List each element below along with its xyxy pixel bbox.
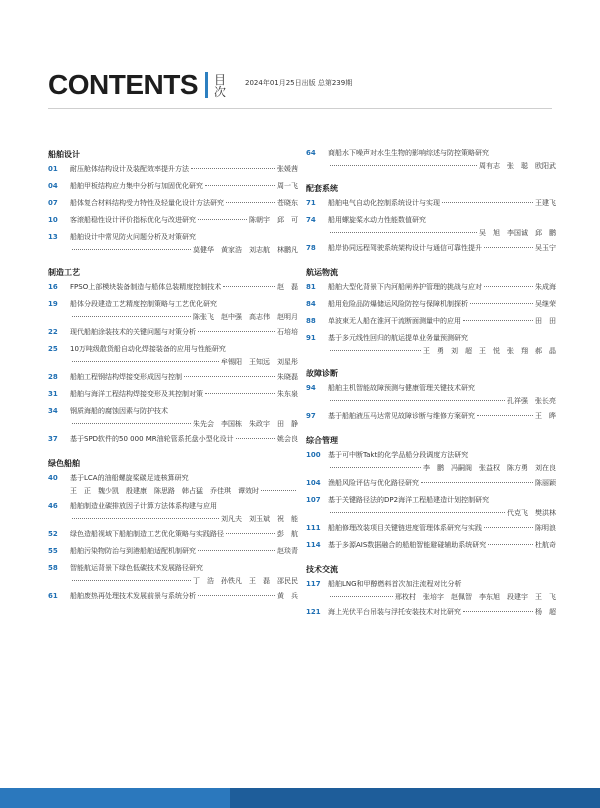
article-title[interactable]: 船舶废热再处理技术发展前景与系统分析 <box>70 592 196 600</box>
article-title[interactable]: 船舶电气自动化控制系统设计与实现 <box>328 199 440 207</box>
toc-entry[interactable] <box>48 389 298 406</box>
title-line <box>48 546 298 557</box>
title-line <box>306 540 556 551</box>
page-number[interactable]: 61 <box>48 592 58 600</box>
toc-entry[interactable] <box>48 434 298 451</box>
title-line <box>48 529 298 540</box>
title-line <box>48 372 298 383</box>
article-authors: 朱先会 李国栋 朱政宇 田 静 <box>193 420 298 428</box>
title-divider <box>205 72 208 98</box>
page-number[interactable]: 40 <box>48 474 58 482</box>
dot-leader <box>330 512 505 513</box>
page-number[interactable]: 55 <box>48 547 58 555</box>
article-title[interactable]: 基于多元线性回归的航运提单业务量预测研究 <box>328 334 468 342</box>
author-line <box>48 357 298 368</box>
title-line <box>306 411 556 422</box>
article-title[interactable]: 基于SPD软件的50 000 MR油轮管系托盘小型化设计 <box>70 435 234 443</box>
author-line <box>48 245 298 256</box>
page-number[interactable]: 71 <box>306 199 316 207</box>
toc-entry[interactable] <box>48 181 298 198</box>
author-line <box>306 228 556 239</box>
dot-leader <box>205 185 275 186</box>
article-title[interactable]: 船舶污染物防治与到港船舶适配机制研究 <box>70 547 196 555</box>
title-line <box>306 478 556 489</box>
dot-leader <box>261 490 296 491</box>
article-authors: 王 勇 刘 超 王 悦 张 翔 郝 晶 <box>423 347 556 355</box>
article-authors: 莫健华 黄家浩 刘志航 林鹏凡 <box>193 246 298 254</box>
toc-entry[interactable] <box>48 164 298 181</box>
article-title[interactable]: 商船水下噪声对水生生物的影响综述与防控策略研究 <box>328 149 489 157</box>
title-line <box>48 215 298 226</box>
page-number[interactable]: 64 <box>306 149 316 157</box>
page-number[interactable]: 121 <box>306 608 321 616</box>
toc-entry[interactable] <box>306 148 556 176</box>
page-number[interactable]: 52 <box>48 530 58 538</box>
article-authors: 王建飞 <box>535 199 556 207</box>
page-number[interactable]: 37 <box>48 435 58 443</box>
article-authors: 杨 超 <box>535 608 556 616</box>
page-number[interactable]: 84 <box>306 300 316 308</box>
title-line <box>48 282 298 293</box>
dot-leader <box>198 550 275 551</box>
article-authors: 张媛茜 <box>277 165 298 173</box>
dot-leader <box>226 533 275 534</box>
page-number[interactable]: 19 <box>48 300 58 308</box>
article-title[interactable]: 现代船舶涂装技术的关键问题与对策分析 <box>70 328 196 336</box>
article-title[interactable]: 智能航运背景下绿色低碳技术发展路径研究 <box>70 564 203 572</box>
article-title[interactable]: 船舶大型化背景下内河船闸养护管理的挑战与应对 <box>328 283 482 291</box>
author-line <box>306 396 556 407</box>
section-heading: 制造工艺 <box>48 268 80 277</box>
dot-leader <box>330 467 421 468</box>
contents-subtitle: 目次 <box>213 73 226 99</box>
title-line <box>306 243 556 254</box>
article-title[interactable]: 基于关键路径法的DP2海洋工程船建造计划控制研究 <box>328 496 490 504</box>
toc-entry[interactable] <box>48 546 298 563</box>
toc-entry[interactable] <box>306 523 556 540</box>
article-title[interactable]: FPSO上部模块装备制造与船体总装精度控制技术 <box>70 283 222 291</box>
toc-entry[interactable] <box>48 198 298 215</box>
page-number[interactable]: 91 <box>306 334 316 342</box>
toc-entry[interactable] <box>48 501 298 529</box>
dot-leader <box>191 168 275 169</box>
article-authors: 田 田 <box>535 317 556 325</box>
toc-entry[interactable] <box>48 327 298 344</box>
dot-leader <box>477 415 533 416</box>
article-authors: 王 晔 <box>535 412 556 420</box>
author-line <box>48 576 298 587</box>
dot-leader <box>198 595 275 596</box>
dot-leader <box>463 611 533 612</box>
toc-left-column <box>48 148 298 608</box>
author-line <box>306 161 556 172</box>
page-number[interactable]: 04 <box>48 182 58 190</box>
toc-entry[interactable] <box>48 372 298 389</box>
page-number[interactable]: 22 <box>48 328 58 336</box>
page-number[interactable]: 74 <box>306 216 316 224</box>
toc-entry[interactable] <box>48 232 298 260</box>
article-authors: 陈朝宇 邱 可 <box>249 216 298 224</box>
article-title[interactable]: 基于LCA的油船螺旋桨碳足迹核算研究 <box>70 474 189 482</box>
toc-entry[interactable] <box>48 563 298 591</box>
bottom-decor-bar <box>0 788 600 808</box>
page-number[interactable]: 114 <box>306 541 321 549</box>
dot-leader <box>330 232 477 233</box>
article-authors: 周一飞 <box>277 182 298 190</box>
toc-entry[interactable] <box>306 198 556 215</box>
title-line <box>306 282 556 293</box>
section-heading: 综合管理 <box>306 436 338 445</box>
dot-leader <box>484 286 533 287</box>
dot-leader <box>330 165 477 166</box>
toc-entry[interactable] <box>48 591 298 608</box>
author-line <box>48 419 298 430</box>
dot-leader <box>421 482 533 483</box>
dot-leader <box>236 438 275 439</box>
article-authors: 代克飞 樊洪林 <box>507 509 556 517</box>
section-heading: 船舶设计 <box>48 150 80 159</box>
toc-entry[interactable] <box>48 529 298 546</box>
toc-entry[interactable] <box>306 282 556 299</box>
article-title[interactable]: 船岸协同远程驾驶系统架构设计与通信可靠性提升 <box>328 244 482 252</box>
article-authors: 黄 兵 <box>277 592 298 600</box>
dot-leader <box>330 596 393 597</box>
article-authors: 吴玉宁 <box>535 244 556 252</box>
article-authors: 孔祥强 张长亮 <box>507 397 556 405</box>
toc-entry[interactable] <box>306 383 556 411</box>
toc-entry[interactable] <box>48 473 298 501</box>
toc-entry[interactable] <box>306 299 556 316</box>
toc-entry[interactable] <box>306 316 556 333</box>
title-line <box>48 181 298 192</box>
article-authors: 丁 浩 孙铁凡 王 磊 邵民民 <box>193 577 298 585</box>
author-line <box>48 312 298 323</box>
dot-leader <box>205 393 275 394</box>
toc-entry[interactable] <box>306 243 556 260</box>
author-line <box>48 514 298 525</box>
title-line <box>306 316 556 327</box>
toc-entry[interactable] <box>48 344 298 372</box>
article-title[interactable]: 钢质海船的腐蚀因素与防护技术 <box>70 407 168 415</box>
toc-entry[interactable] <box>306 495 556 523</box>
article-title[interactable]: 基于船舶液压马达常见故障诊断与维修方案研究 <box>328 412 475 420</box>
contents-title: CONTENTS <box>48 69 198 100</box>
toc-entry[interactable] <box>306 333 556 361</box>
article-authors: 杜航奇 <box>535 541 556 549</box>
article-authors: 陈明浪 <box>535 524 556 532</box>
article-title[interactable]: 船舶与海洋工程结构焊接变形及其控制对策 <box>70 390 203 398</box>
page-number[interactable]: 46 <box>48 502 58 510</box>
dot-leader <box>226 202 275 203</box>
dot-leader <box>198 219 247 220</box>
title-line <box>306 523 556 534</box>
dot-leader <box>330 350 421 351</box>
page-number[interactable]: 107 <box>306 496 321 504</box>
contents-header <box>48 60 352 100</box>
toc-entry[interactable] <box>306 478 556 495</box>
article-title[interactable]: 船舶工程钢结构焊接变形成因与控制 <box>70 373 182 381</box>
section-heading: 绿色船舶 <box>48 459 80 468</box>
toc-entry[interactable] <box>306 215 556 243</box>
page-number[interactable]: 31 <box>48 390 58 398</box>
author-line <box>306 508 556 519</box>
article-title[interactable]: 绿色造船视域下船舶制造工艺优化策略与实践路径 <box>70 530 224 538</box>
section-heading: 配套系统 <box>306 184 338 193</box>
article-title[interactable]: 船用危险品防爆储运风险防控与保障机制探析 <box>328 300 468 308</box>
toc-right-column <box>306 148 556 624</box>
page-number[interactable]: 07 <box>48 199 58 207</box>
dot-leader <box>184 376 275 377</box>
article-title[interactable]: 船体分段建造工艺精度控制策略与工艺优化研究 <box>70 300 217 308</box>
page-number[interactable]: 117 <box>306 580 321 588</box>
toc-entry[interactable] <box>306 411 556 428</box>
page-number[interactable]: 104 <box>306 479 321 487</box>
article-authors: 彭 航 <box>277 530 298 538</box>
page-number[interactable]: 01 <box>48 165 58 173</box>
toc-entry[interactable] <box>48 215 298 232</box>
issue-info: 2024年01月25日出版 总第239期 <box>245 79 353 87</box>
article-title[interactable]: 船舶制造业碳排放因子计算方法体系构建与应用 <box>70 502 217 510</box>
article-title[interactable]: 耐压舱体结构设计及装配效率提升方法 <box>70 165 189 173</box>
title-line <box>48 327 298 338</box>
article-authors: 王 正 魏少凯 殷建康 陈思路 韩占猛 乔佳琪 谭效时 <box>70 487 259 495</box>
title-line <box>306 607 556 618</box>
article-authors: 朱成海 <box>535 283 556 291</box>
article-authors: 朱晓磊 <box>277 373 298 381</box>
article-authors: 牟锡阳 王知远 刘星彤 <box>221 358 298 366</box>
title-line <box>48 198 298 209</box>
dot-leader <box>463 320 533 321</box>
page-number[interactable]: 111 <box>306 524 321 532</box>
dot-leader <box>484 527 533 528</box>
article-title[interactable]: 单波束无人船在淮河干流断面测量中的应用 <box>328 317 461 325</box>
section-heading: 航运物流 <box>306 268 338 277</box>
article-authors: 姚会良 <box>277 435 298 443</box>
article-title[interactable]: 船体复合材料结构受力特性及轻量化设计方法研究 <box>70 199 224 207</box>
dot-leader <box>442 202 533 203</box>
toc-entry[interactable] <box>48 299 298 327</box>
dot-leader <box>488 544 533 545</box>
page-number[interactable]: 34 <box>48 407 58 415</box>
article-authors: 吴 旭 李国诚 邱 鹏 <box>479 229 556 237</box>
article-title[interactable]: 基于可中断Takt的化学品船分段调度方法研究 <box>328 451 469 459</box>
section-heading: 技术交流 <box>306 565 338 574</box>
dot-leader <box>72 316 191 317</box>
toc-entry[interactable] <box>306 450 556 478</box>
article-title[interactable]: 渔船风险评估与优化路径研究 <box>328 479 419 487</box>
article-authors: 朱东泉 <box>277 390 298 398</box>
page-number[interactable]: 16 <box>48 283 58 291</box>
article-title[interactable]: 船舶主机智能故障预测与健康管理关键技术研究 <box>328 384 475 392</box>
page-number[interactable]: 81 <box>306 283 316 291</box>
article-authors: 石培培 <box>277 328 298 336</box>
page-number[interactable]: 13 <box>48 233 58 241</box>
article-authors: 刘凡夫 刘玉斌 祝 能 <box>221 515 298 523</box>
author-line <box>48 486 298 497</box>
page-number[interactable]: 100 <box>306 451 321 459</box>
author-line <box>306 346 556 357</box>
title-line <box>306 299 556 310</box>
header-rule <box>48 108 552 109</box>
title-line <box>48 389 298 400</box>
article-title[interactable]: 船舶修理改装项目关键链进度管理体系研究与实践 <box>328 524 482 532</box>
article-authors: 陈张飞 赵中强 高志伟 赵明月 <box>193 313 298 321</box>
page-number[interactable]: 78 <box>306 244 316 252</box>
title-line <box>48 591 298 602</box>
dot-leader <box>72 249 191 250</box>
title-line <box>48 164 298 175</box>
dot-leader <box>72 423 191 424</box>
toc-entry[interactable] <box>48 406 298 434</box>
dot-leader <box>223 286 275 287</box>
page-number[interactable]: 28 <box>48 373 58 381</box>
article-title[interactable]: 船用螺旋桨水动力性能数值研究 <box>328 216 426 224</box>
section-heading: 故障诊断 <box>306 369 338 378</box>
title-line <box>48 434 298 445</box>
toc-entry[interactable] <box>306 540 556 557</box>
toc-entry[interactable] <box>48 282 298 299</box>
page-number[interactable]: 97 <box>306 412 316 420</box>
page-number[interactable]: 58 <box>48 564 58 572</box>
title-line <box>306 198 556 209</box>
article-title[interactable]: 基于多源AIS数据融合的船舶智能避碰辅助系统研究 <box>328 541 487 549</box>
article-authors: 苍晓东 <box>277 199 298 207</box>
article-authors: 吴继荣 <box>535 300 556 308</box>
article-authors: 赵 磊 <box>277 283 298 291</box>
article-authors: 陈丽颖 <box>535 479 556 487</box>
dot-leader <box>72 518 219 519</box>
page-number[interactable]: 94 <box>306 384 316 392</box>
toc-entry[interactable] <box>306 607 556 624</box>
page-number[interactable]: 88 <box>306 317 316 325</box>
article-authors: 周有志 张 聪 欧阳武 <box>479 162 556 170</box>
dot-leader <box>484 247 533 248</box>
author-line <box>306 463 556 474</box>
article-title[interactable]: 10万吨级散货船自动化焊接装备的应用与性能研究 <box>70 345 226 353</box>
page-number[interactable]: 10 <box>48 216 58 224</box>
dot-leader <box>330 400 505 401</box>
article-title[interactable]: 船舶设计中常见防火问题分析及对策研究 <box>70 233 196 241</box>
article-title[interactable]: 客滚船稳性设计评价指标优化与改进研究 <box>70 216 196 224</box>
article-authors: 邢枚村 张培字 赵佩智 李东旭 段建宇 王 飞 <box>395 593 556 601</box>
article-authors: 赵琰青 <box>277 547 298 555</box>
dot-leader <box>470 303 533 304</box>
article-authors: 李 鹏 冯嗣阁 张益权 陈方勇 刘在良 <box>423 464 556 472</box>
article-title[interactable]: 船舶甲板结构应力集中分析与加固优化研究 <box>70 182 203 190</box>
article-title[interactable]: 海上光伏平台吊装与浮托安装技术对比研究 <box>328 608 461 616</box>
dot-leader <box>72 361 219 362</box>
author-line <box>306 592 556 603</box>
toc-entry[interactable] <box>306 579 556 607</box>
page-number[interactable]: 25 <box>48 345 58 353</box>
article-title[interactable]: 船舶LNG和甲醇燃料首次加注流程对比分析 <box>328 580 462 588</box>
dot-leader <box>198 331 275 332</box>
dot-leader <box>72 580 191 581</box>
